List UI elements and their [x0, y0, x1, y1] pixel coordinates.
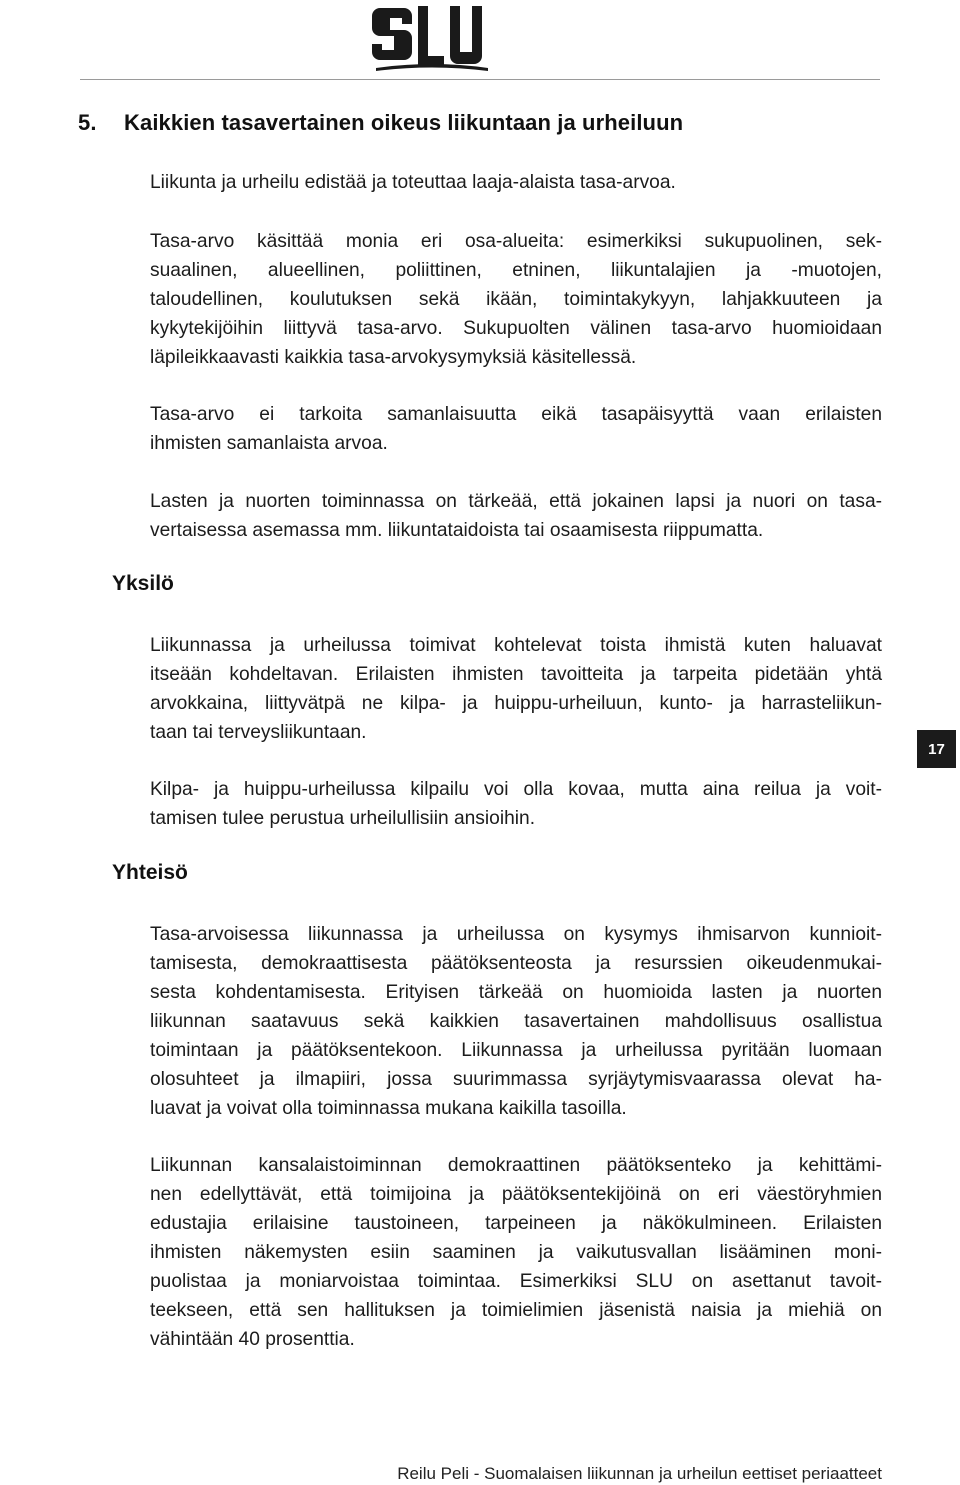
text-line: tamisesta, demokraattisesta päätöksenteosta ja resurssien oikeudenmukai-: [150, 953, 882, 974]
text-line: arvokkaina, liittyvätpä ne kilpa- ja huippu-urheiluun, kunto- ja harrasteliikun-: [150, 693, 882, 714]
text-line: luavat ja voivat olla toiminnassa mukana kaikilla tasoilla.: [150, 1098, 627, 1119]
text-line: ihmisten näkemysten esiin saaminen ja vaikutusvallan lisääminen moni-: [150, 1242, 882, 1263]
text-line: Tasa-arvo ei tarkoita samanlaisuutta eikä tasapäisyyttä vaan erilaisten: [150, 404, 882, 425]
text-line: vähintään 40 prosenttia.: [150, 1329, 355, 1350]
footer-text: Reilu Peli - Suomalaisen liikunnan ja urheilun eettiset periaatteet: [397, 1464, 882, 1483]
text-line: vertaisessa asemassa mm. liikuntataidoista tai osaamisesta riippumatta.: [150, 520, 764, 541]
text-line: nen edellyttävät, että toimijoina ja päätöksentekijöinä on eri väestöryhmien: [150, 1184, 882, 1205]
text-line: ihmisten samanlaista arvoa.: [150, 433, 388, 454]
slu-logo: [372, 2, 492, 74]
text-line: läpileikkaavasti kaikkia tasa-arvokysymyksiä käsitellessä.: [150, 347, 637, 368]
intro-paragraph: [150, 168, 882, 197]
text-line: taan tai terveysliikuntaan.: [150, 722, 367, 743]
paragraph-tasa-arvo-merkitys: [150, 400, 882, 458]
paragraph-yksilo-kohtelu: [150, 631, 882, 747]
heading-yksilo: Yksilö: [112, 572, 174, 595]
text-line: edustajia erilaisine taustoineen, tarpeineen ja näkökulmineen. Erilaisten: [150, 1213, 882, 1234]
paragraph-yhteiso-demokratia: [150, 1151, 882, 1354]
text-line: liikunnan saatavuus sekä kaikkien tasavertainen mahdollisuus osallistua: [150, 1011, 882, 1032]
text-line: tamisen tulee perustua urheilullisiin ansioihin.: [150, 808, 536, 829]
text-line: Tasa-arvo käsittää monia eri osa-alueita: esimerkiksi sukupuolinen, sek-: [150, 231, 882, 252]
text-line: olosuhteet ja ilmapiiri, jossa suurimmassa syrjäytymisvaarassa olevat ha-: [150, 1069, 882, 1090]
text-line: toimintaan ja päätöksentekoon. Liikunnassa ja urheilussa pyritään luomaan: [150, 1040, 882, 1061]
text-line: Tasa-arvoisessa liikunnassa ja urheilussa on kysymys ihmisarvon kunnioit-: [150, 924, 882, 945]
text-line: taloudellinen, koulutuksen sekä ikään, toimintakykyyn, lahjakkuuteen ja: [150, 289, 882, 310]
slu-logo-graphic: [372, 2, 492, 74]
text-line: teekseen, että sen hallituksen ja toimielimien jäsenistä naisia ja miehiä on: [150, 1300, 882, 1321]
text-line: sesta kohdentamisesta. Erityisen tärkeää on huomioida lasten ja nuorten: [150, 982, 882, 1003]
text-line: Liikunta ja urheilu edistää ja toteuttaa laaja-alaista tasa-arvoa.: [150, 172, 676, 193]
paragraph-yksilo-kilpailu: [150, 775, 882, 833]
section-number: 5.: [78, 110, 97, 135]
text-line: Liikunnassa ja urheilussa toimivat kohtelevat toista ihmistä kuten haluavat: [150, 635, 882, 656]
text-line: Kilpa- ja huippu-urheilussa kilpailu voi olla kovaa, mutta aina reilua ja voit-: [150, 779, 882, 800]
header-divider: [80, 79, 880, 80]
text-line: Lasten ja nuorten toiminnassa on tärkeää, että jokainen lapsi ja nuori on tasa-: [150, 491, 882, 512]
paragraph-yhteiso-ihmisarvo: [150, 920, 882, 1123]
text-line: suaalinen, alueellinen, poliittinen, etninen, liikuntalajien ja -muotojen,: [150, 260, 882, 281]
paragraph-lapset-nuoret: [150, 487, 882, 545]
page-number-tab: 17: [917, 730, 956, 768]
section-title-text: Kaikkien tasavertainen oikeus liikuntaan ja urheiluun: [124, 110, 684, 135]
heading-yhteiso: Yhteisö: [112, 861, 188, 884]
section-title: [78, 110, 683, 136]
text-line: kykytekijöihin liittyvä tasa-arvo. Sukupuolten välinen tasa-arvo huomioidaan: [150, 318, 882, 339]
text-line: itseään kohdeltavan. Erilaisten ihmisten tavoitteita ja tarpeita pidetään yhtä: [150, 664, 882, 685]
text-line: Liikunnan kansalaistoiminnan demokraattinen päätöksenteko ja kehittämi-: [150, 1155, 882, 1176]
paragraph-tasa-arvo-alueet: [150, 227, 882, 372]
text-line: puolistaa ja moniarvoistaa toimintaa. Esimerkiksi SLU on asettanut tavoit-: [150, 1271, 882, 1292]
